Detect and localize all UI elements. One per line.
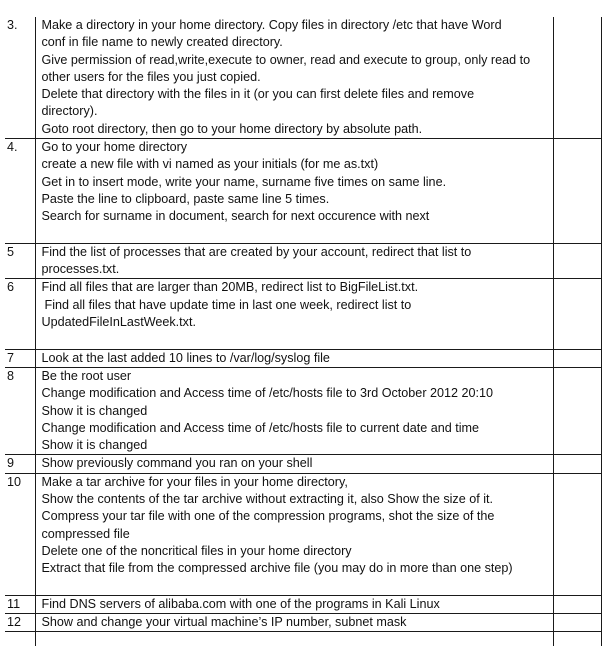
task-description [35, 614, 553, 632]
task-description [35, 473, 553, 595]
task-line: Extract that file from the compressed archive file (you may do in more than one step) [41, 561, 513, 576]
task-answer-cell [553, 595, 601, 613]
task-line: Show it is changed [41, 438, 148, 453]
task-line [42, 331, 549, 348]
task-description [35, 139, 553, 244]
task-number: 8 [5, 367, 35, 454]
task-answer-cell [553, 279, 601, 349]
task-answer-cell [553, 455, 601, 473]
task-description [35, 349, 553, 367]
task-number: 7 [5, 349, 35, 367]
task-number: 3. [5, 17, 35, 139]
task-line: conf in file name to newly created directory. [41, 35, 283, 50]
task-line [42, 226, 549, 243]
task-line: Compress your tar file with one of the compression programs, shot the size of the [41, 509, 495, 524]
empty-cell [5, 632, 35, 647]
task-line: compressed file [41, 526, 130, 541]
task-number: 9 [5, 455, 35, 473]
task-row-empty [5, 632, 601, 647]
task-description [35, 455, 553, 473]
task-answer-cell [553, 17, 601, 139]
task-line: Find the list of processes that are created by your account, redirect that list to [41, 244, 472, 259]
task-number: 11 [5, 595, 35, 613]
task-row [5, 279, 601, 349]
task-row [5, 349, 601, 367]
task-line: Find all files that have update time in last one week, redirect list to [44, 297, 412, 312]
task-row [5, 455, 601, 473]
task-answer-cell [553, 139, 601, 244]
empty-cell [35, 632, 553, 647]
task-line: Delete that directory with the files in it (or you can first delete files and remove [41, 87, 475, 102]
task-line: Be the root user [41, 368, 132, 383]
task-number: 6 [5, 279, 35, 349]
empty-cell [553, 632, 601, 647]
task-number: 12 [5, 614, 35, 632]
task-line: Look at the last added 10 lines to /var/log/syslog file [41, 350, 330, 365]
task-line: Delete one of the noncritical files in your home directory [41, 543, 352, 558]
task-description [35, 279, 553, 349]
task-row [5, 367, 601, 454]
task-line: other users for the files you just copied. [41, 69, 261, 84]
task-line: processes.txt. [41, 262, 120, 277]
task-answer-cell [553, 243, 601, 279]
task-description [35, 367, 553, 454]
task-row [5, 139, 601, 244]
task-description [35, 17, 553, 139]
task-number: 4. [5, 139, 35, 244]
task-line: Get in to insert mode, write your name, surname five times on same line. [41, 174, 447, 189]
task-line: Find DNS servers of alibaba.com with one of the programs in Kali Linux [41, 596, 440, 611]
task-answer-cell [553, 367, 601, 454]
task-line: Search for surname in document, search for next occurence with next [41, 209, 430, 224]
task-row [5, 17, 601, 139]
task-line: Find all files that are larger than 20MB, redirect list to BigFileList.txt. [41, 280, 419, 295]
task-line: Show the contents of the tar archive without extracting it, also Show the size of it. [41, 492, 494, 507]
task-line: Show it is changed [41, 403, 148, 418]
task-number: 5 [5, 243, 35, 279]
task-row [5, 595, 601, 613]
task-line: Paste the line to clipboard, paste same line 5 times. [41, 191, 330, 206]
task-line: Make a tar archive for your files in your home directory, [41, 474, 348, 489]
task-line: UpdatedFileInLastWeek.txt. [41, 315, 196, 330]
task-row [5, 614, 601, 632]
task-answer-cell [553, 349, 601, 367]
task-line: Show previously command you ran on your shell [41, 456, 313, 471]
task-line: Goto root directory, then go to your home directory by absolute path. [41, 121, 423, 136]
task-line: create a new file with vi named as your initials (for me as.txt) [41, 157, 379, 172]
task-line [42, 578, 549, 595]
task-line: directory). [41, 104, 98, 119]
task-table-body [5, 17, 601, 646]
task-answer-cell [553, 473, 601, 595]
task-table [5, 17, 602, 646]
task-line: Give permission of read,write,execute to owner, read and execute to group, only read to [41, 52, 531, 67]
task-line: Change modification and Access time of /etc/hosts file to current date and time [41, 420, 480, 435]
task-line: Change modification and Access time of /etc/hosts file to 3rd October 2012 20:10 [41, 386, 494, 401]
task-row [5, 473, 601, 595]
task-line: Show and change your virtual machine’s IP number, subnet mask [41, 615, 407, 630]
task-answer-cell [553, 614, 601, 632]
task-number: 10 [5, 473, 35, 595]
task-line: Go to your home directory [41, 140, 188, 155]
task-line: Make a directory in your home directory. Copy files in directory /etc that have Word [41, 18, 502, 32]
task-row [5, 243, 601, 279]
task-description [35, 243, 553, 279]
task-description [35, 595, 553, 613]
